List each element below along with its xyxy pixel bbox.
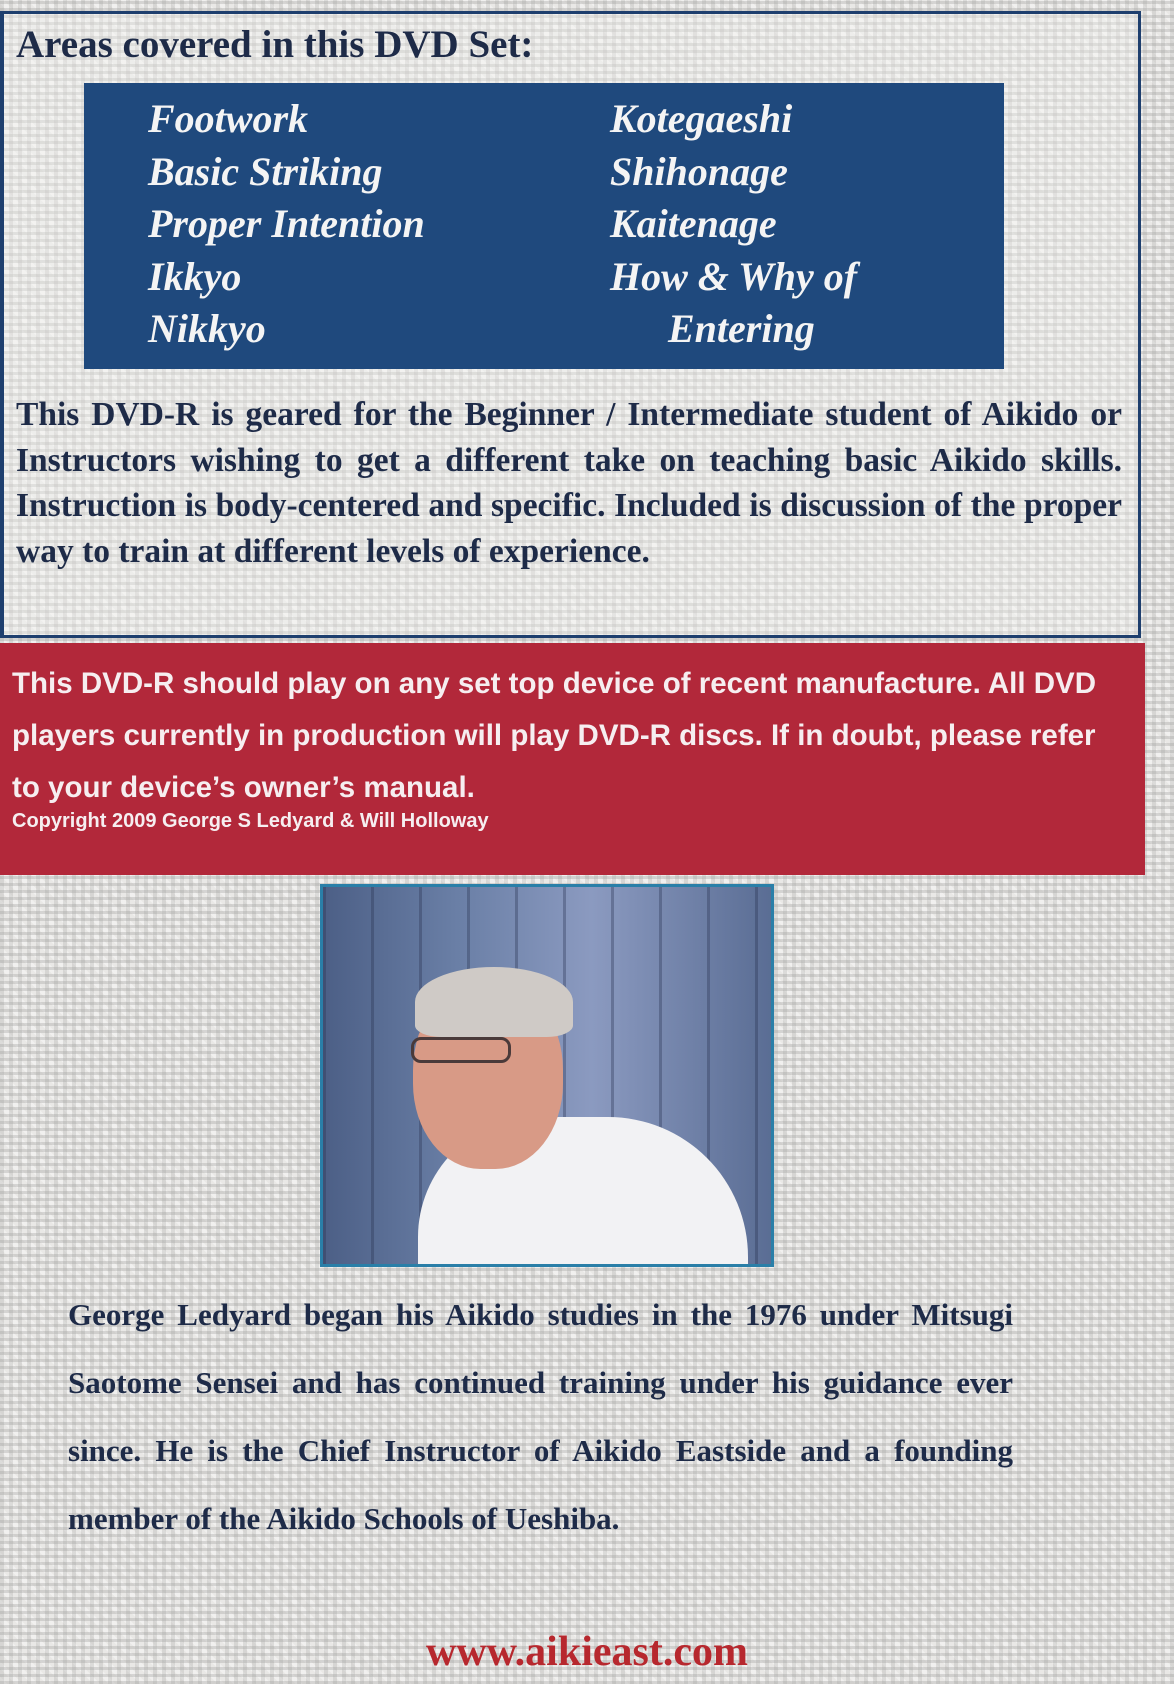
topic-item: Basic Striking [148,148,383,194]
topic-item: Kaitenage [610,201,777,246]
instructor-photo [320,884,774,1267]
topic-item: Footwork [148,96,309,141]
areas-covered-heading: Areas covered in this DVD Set: [16,23,534,66]
topic-item: Entering [668,306,815,351]
topics-box [84,83,1004,369]
compatibility-notice-band [0,643,1145,875]
topic-item: How & Why of [610,253,858,299]
topic-item: Ikkyo [148,253,242,299]
topic-item: Shihonage [610,148,788,194]
photo-glasses [411,1037,511,1063]
topic-item: Kotegaeshi [610,96,793,141]
instructor-bio: George Ledyard began his Aikido studies in the 1976 under Mitsugi Saotome Sensei and has continued training under his guidance ever since. He is the Chief Instructor of Aikido Eastside and a founding member of the Aikido Schools of Ueshiba. [68,1297,1013,1536]
topic-item: Proper Intention [148,201,425,246]
topics-column-right [610,93,857,356]
topic-item: Nikkyo [148,306,266,351]
topics-column-left [148,93,425,356]
website-link[interactable]: www.aikieast.com [426,1629,748,1675]
photo-hair [415,967,573,1037]
compatibility-notice-text: This DVD-R should play on any set top device of recent manufacture. All DVD players currently in production will play DVD-R discs. If in doubt, please refer to your device’s owner’s manual. [12,667,1097,804]
dvd-description: This DVD-R is geared for the Beginner / Intermediate student of Aikido or Instructors wishing to get a different take on teaching basic Aikido skills. Instruction is body-centered and specific. Included is discussion of the proper way to train at different levels of experience. [16,396,1122,570]
copyright-text: Copyright 2009 George S Ledyard & Will Holloway [12,810,489,832]
